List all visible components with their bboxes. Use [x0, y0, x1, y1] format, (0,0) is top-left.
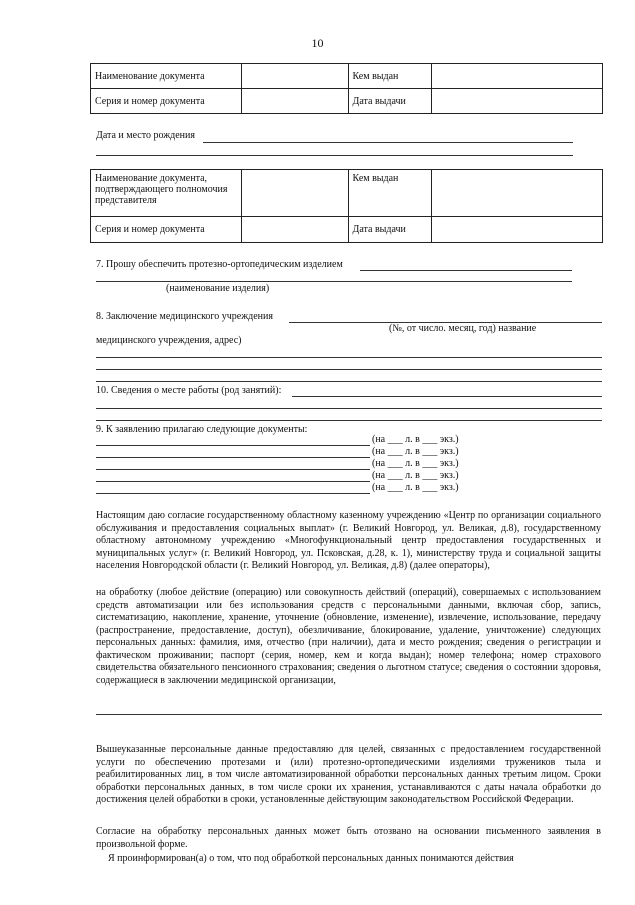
- rep-doc-field[interactable]: [241, 170, 348, 217]
- consent-paragraph-5: [96, 853, 601, 866]
- doc-name-label: Наименование документа: [91, 64, 242, 89]
- section-8-label: 8. Заключение медицинского учреждения: [96, 311, 273, 322]
- work-field-2[interactable]: [96, 408, 602, 409]
- consent-paragraph-3: [96, 744, 601, 807]
- birth-field[interactable]: [203, 142, 573, 143]
- medical-caption-1: (№, от число. месяц, год) название: [389, 323, 537, 334]
- attachment-line-4[interactable]: [96, 481, 370, 482]
- attachment-tail-2: (на ___ л. в ___ экз.): [372, 446, 459, 457]
- attachment-line-2[interactable]: [96, 457, 370, 458]
- issue-date-field[interactable]: [432, 89, 603, 114]
- section-9-label: 9. К заявлению прилагаю следующие документы:: [96, 424, 308, 435]
- issue-date-label: Дата выдачи: [348, 89, 432, 114]
- product-field[interactable]: [360, 270, 572, 271]
- consent-paragraph-1: [96, 510, 601, 573]
- doc-number-field[interactable]: [241, 89, 348, 114]
- attachment-tail-1: (на ___ л. в ___ экз.): [372, 434, 459, 445]
- product-field-2[interactable]: [96, 281, 572, 282]
- consent-text-4: Согласие на обработку персональных данных может быть отозвано на основании письменного заявления в произвольной форме.: [96, 826, 601, 850]
- work-field-3[interactable]: [96, 420, 602, 421]
- medical-field-3[interactable]: [96, 369, 602, 370]
- attachment-line-3[interactable]: [96, 469, 370, 470]
- doc-name-field[interactable]: [241, 64, 348, 89]
- consent-paragraph-4: [96, 826, 601, 851]
- consent-field[interactable]: [96, 714, 602, 715]
- product-caption: (наименование изделия): [166, 283, 270, 294]
- attachment-tail-4: (на ___ л. в ___ экз.): [372, 470, 459, 481]
- attachment-tail-5: (на ___ л. в ___ экз.): [372, 482, 459, 493]
- rep-doc-label: Наименование документа, подтверждающего полномочия представителя: [91, 170, 242, 217]
- work-field[interactable]: [292, 396, 602, 397]
- birth-field-2[interactable]: [96, 155, 573, 156]
- medical-caption-2: медицинского учреждения, адрес): [96, 335, 242, 346]
- attachment-tail-3: (на ___ л. в ___ экз.): [372, 458, 459, 469]
- representative-table: [90, 169, 603, 243]
- attachment-line-1[interactable]: [96, 445, 370, 446]
- rep-number-label: Серия и номер документа: [91, 217, 242, 243]
- consent-text-3: Вышеуказанные персональные данные предоставляю для целей, связанных с предоставлением государственной услуги по обеспечению протезами и (или) протезно-ортопедическими изделиями тружеников тыла и реабилитированных лиц, в том числе автоматизированной обработки персональных данных третьим лицом. Сроки обработки персональных данных, в том числе сроки их хранения, устанавливаются с даты начала обработки до достижения целей обработки в сроки, установленные действующим законодательством Российской Федерации.: [96, 744, 601, 805]
- medical-field-2[interactable]: [96, 357, 602, 358]
- consent-paragraph-2: [96, 587, 601, 687]
- document-table: [90, 63, 603, 114]
- attachment-line-5[interactable]: [96, 493, 370, 494]
- medical-field-4[interactable]: [96, 381, 602, 382]
- doc-number-label: Серия и номер документа: [91, 89, 242, 114]
- issued-by-label: Кем выдан: [348, 64, 432, 89]
- page-number: 10: [311, 36, 324, 50]
- rep-number-field[interactable]: [241, 217, 348, 243]
- rep-issued-by-field[interactable]: [432, 170, 603, 217]
- birth-label: Дата и место рождения: [96, 130, 195, 141]
- rep-issued-by-label: Кем выдан: [348, 170, 432, 217]
- rep-date-label: Дата выдачи: [348, 217, 432, 243]
- consent-text-2: на обработку (любое действие (операцию) или совокупность действий (операций), совершаемых с использованием средств автоматизации или без использования средств с персональными данными, включая сбор, запись, систематизацию, накопление, хранение, уточнение (обновление, изменение), извлечение, использование, передачу (распространение, предоставление, доступ), обезличивание, блокирование, удаление, уничтожение) следующих персональных данных: фамилия, имя, отчество (при наличии), дата и место рождения; сведения о регистрации и фактическом проживании; паспорт (серия, номер, кем и когда выдан); номер телефона; номер страхового свидетельства обязательного пенсионного страхования; сведения о льготном статусе; сведения о состоянии здоровья, содержащиеся в заключении медицинской организации,: [96, 587, 601, 686]
- consent-text-5: Я проинформирован(а) о том, что под обработкой персональных данных понимаются действия: [108, 853, 514, 864]
- consent-text-1: Настоящим даю согласие государственному областному казенному учреждению «Центр по организации социального обслуживания и предоставления социальных выплат» (г. Великий Новгород, ул. Великая, д.8), государственному областному автономному учреждению «Многофункциональный центр предоставления государственных и муниципальных услуг» (г. Великий Новгород, ул. Псковская, д.28, к. 1), министерству труда и социальной защиты населения Новгородской области (г. Великий Новгород, ул. Великая, д.8) (далее операторы),: [96, 510, 601, 571]
- issued-by-field[interactable]: [432, 64, 603, 89]
- section-7-label: 7. Прошу обеспечить протезно-ортопедическим изделием: [96, 259, 343, 270]
- rep-date-field[interactable]: [432, 217, 603, 243]
- section-10-label: 10. Сведения о месте работы (род занятий):: [96, 385, 282, 396]
